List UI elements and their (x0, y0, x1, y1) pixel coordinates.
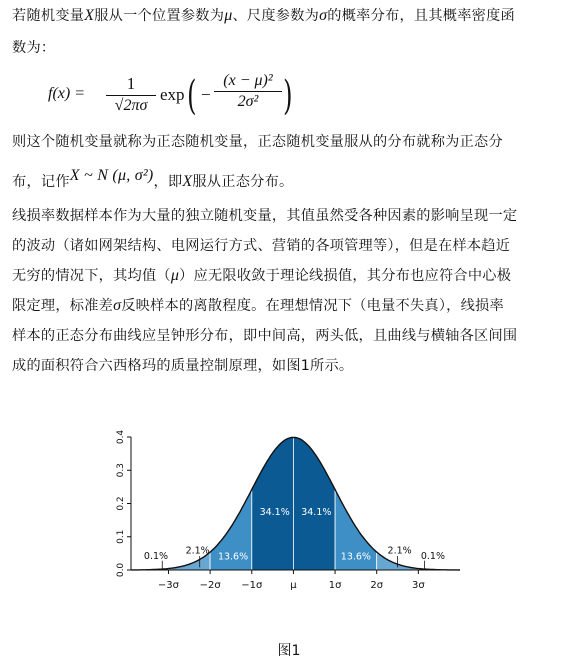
math-sigma: σ (113, 297, 122, 314)
x-tick-label: 3σ (412, 580, 425, 591)
formula-left-paren: ( (187, 73, 197, 119)
normal-notation: X ~ N (μ, σ²) (69, 167, 154, 184)
x-tick-label: 2σ (370, 580, 384, 591)
math-var-x: X (84, 7, 95, 24)
region-label: 13.6% (340, 551, 371, 563)
text-line: 布，记作X ~ N (μ, σ²)，即X服从正态分布。 (12, 167, 294, 190)
text-line: 线损率数据样本作为大量的独立随机变量，其值虽然受各种因素的影响呈现一定 (12, 208, 518, 224)
region-label: 34.1% (301, 507, 332, 519)
x-tick-label: −2σ (199, 580, 221, 591)
tail-label: 0.1% (143, 551, 169, 563)
formula-minus: − (201, 85, 211, 104)
math-var-x: X (182, 173, 193, 190)
x-tick-label: −3σ (157, 580, 180, 591)
tail-label: 0.1% (420, 551, 446, 563)
y-tick-label: 0.1 (116, 529, 126, 544)
formula-inner-denominator: 2σ² (237, 93, 259, 110)
formula-inner-fraction (214, 72, 282, 111)
y-tick-label: 0.4 (116, 429, 126, 445)
formula-numerator: 1 (126, 74, 136, 93)
region-label: 34.1% (259, 507, 290, 519)
y-tick-label: 0.0 (116, 562, 126, 578)
x-tick-label: μ (290, 580, 297, 591)
text-line: 成的面积符合六西格玛的质量控制原理，如图1所示。 (12, 358, 354, 374)
y-tick-label: 0.3 (116, 463, 126, 478)
text-line: 数为： (12, 40, 56, 56)
x-tick-label: −1σ (241, 580, 263, 591)
formula-exp: exp (160, 85, 185, 104)
region-3 (293, 437, 335, 570)
text-line: 限定理，标准差σ反映样本的离散程度。在理想情况下（电量不失真），线损率 (12, 297, 504, 314)
region-2 (252, 437, 294, 570)
formula-fraction (106, 74, 156, 115)
math-mu: μ (170, 267, 180, 284)
formula-inner-numerator: (x − μ)² (223, 72, 273, 89)
math-mu: μ (224, 7, 233, 24)
region-label: 2.1% (185, 545, 210, 557)
text-line: 无穷的情况下，其均值（μ）应无限收敛于理论线损值，其分布也应符合中心极 (12, 267, 512, 284)
normal-distribution-chart (0, 420, 578, 600)
region-label: 13.6% (217, 551, 249, 563)
text-line: 的波动（诸如网架结构、电网运行方式、营销的各项管理等），但是在样本趋近 (12, 238, 511, 254)
figure-caption: 图1 (277, 643, 301, 659)
math-sigma: σ (319, 7, 328, 24)
text-line: 若随机变量X服从一个位置参数为μ、尺度参数为σ的概率分布，且其概率密度函 (12, 7, 515, 24)
formula-denominator: √2πσ (114, 97, 148, 114)
text-line: 则这个随机变量就称为正态随机变量，正态随机变量服从的分布就称为正态分 (12, 134, 503, 150)
formula-lhs: f(x) = (48, 85, 85, 102)
formula-right-paren: ) (283, 73, 293, 119)
region-label: 2.1% (387, 545, 412, 557)
y-tick-label: 0.2 (116, 496, 126, 511)
text-line: 样本的正态分布曲线应呈钟形分布，即中间高，两头低，且曲线与横轴各区间围 (12, 328, 518, 344)
x-tick-label: 1σ (328, 580, 342, 591)
